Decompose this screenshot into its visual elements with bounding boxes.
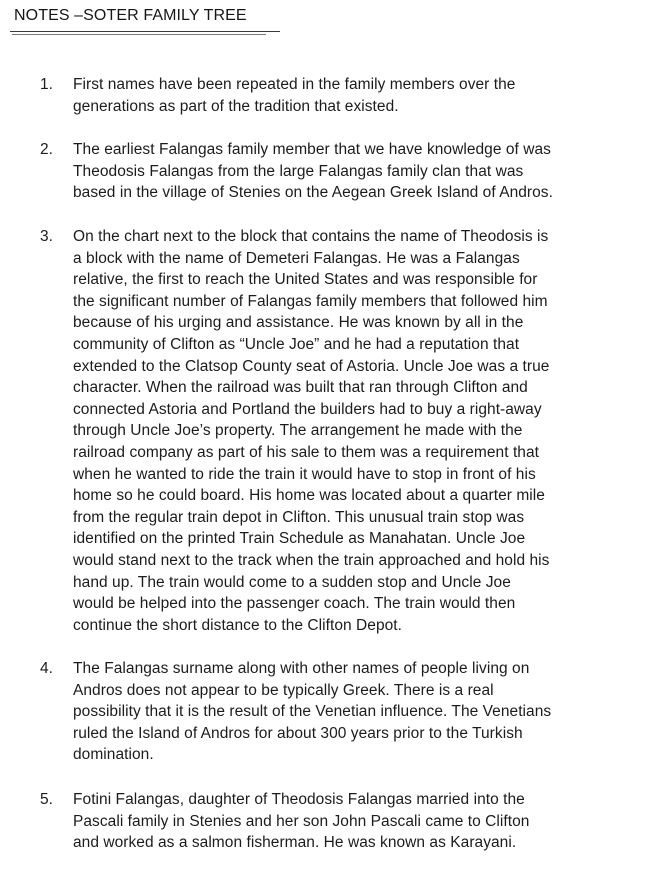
- note-line: a block with the name of Demeteri Falangas. He was a Falangas: [73, 249, 520, 267]
- note-number: 3.: [40, 228, 53, 245]
- note-line: character. When the railroad was built that ran through Clifton and: [73, 379, 528, 397]
- note-line: extended to the Clatsop County seat of Astoria. Uncle Joe was a true: [73, 357, 550, 375]
- note-paragraph: [73, 658, 633, 766]
- note-line: when he wanted to ride the train it would have to stop in front of his: [73, 465, 536, 483]
- note-line: First names have been repeated in the family members over the: [73, 76, 516, 93]
- note-line: would be helped into the passenger coach. The train would then: [73, 595, 516, 613]
- note-line: identified on the printed Train Schedule as Manahatan. Uncle Joe: [73, 530, 526, 548]
- note-paragraph: [73, 789, 633, 854]
- note-line: hand up. The train would come to a sudden stop and Uncle Joe: [73, 573, 511, 591]
- note-line: based in the village of Stenies on the Aegean Greek Island of Andros.: [73, 184, 553, 202]
- note-line: ruled the Island of Andros for about 300 years prior to the Turkish: [73, 724, 523, 742]
- note-line: continue the short distance to the Clifton Depot.: [73, 616, 403, 634]
- note-line: the significant number of Falangas family members that followed him: [73, 292, 548, 310]
- note-line: The Falangas surname along with other names of people living on: [73, 660, 530, 677]
- note-line: relative, the first to reach the United States and was responsible for: [73, 271, 538, 289]
- note-number: 2.: [40, 141, 53, 158]
- note-line: through Uncle Joe’s property. The arrangement he made with the: [73, 422, 523, 440]
- note-line: and worked as a salmon fisherman. He was known as Karayani.: [73, 834, 517, 852]
- note-line: would stand next to the track when the train approached and hold his: [73, 551, 550, 569]
- note-line: community of Clifton as “Uncle Joe” and he had a reputation that: [73, 335, 520, 353]
- note-line: from the regular train depot in Clifton. This unusual train stop was: [73, 508, 525, 526]
- note-line: home so he could board. His home was located about a quarter mile: [73, 487, 545, 505]
- note-line: railroad company as part of his sale to them was a requirement that: [73, 443, 539, 461]
- note-line: Theodosis Falangas from the large Falangas family clan that was: [73, 162, 524, 180]
- note-paragraph: [73, 139, 633, 204]
- title-underline-second: [12, 34, 266, 35]
- note-paragraph: [73, 74, 633, 117]
- note-number: 1.: [40, 76, 53, 93]
- note-line: Fotini Falangas, daughter of Theodosis Falangas married into the: [73, 791, 525, 808]
- note-line: possibility that it is the result of the Venetian influence. The Venetians: [73, 703, 552, 721]
- title-underline: [10, 31, 280, 32]
- note-line: On the chart next to the block that contains the name of Theodosis is: [73, 228, 549, 245]
- note-line: connected Astoria and Portland the builders had to buy a right-away: [73, 400, 542, 418]
- note-line: because of his urging and assistance. He was known by all in the: [73, 314, 524, 332]
- note-line: generations as part of the tradition that existed.: [73, 97, 399, 115]
- note-number: 5.: [40, 791, 53, 808]
- note-line: The earliest Falangas family member that we have knowledge of was: [73, 141, 551, 158]
- note-paragraph: [73, 226, 633, 636]
- note-number: 4.: [40, 660, 53, 677]
- note-line: Andros does not appear to be typically Greek. There is a real: [73, 681, 494, 699]
- document-title: NOTES –SOTER FAMILY TREE: [14, 7, 247, 24]
- note-line: domination.: [73, 746, 154, 764]
- note-line: Pascali family in Stenies and her son John Pascali came to Clifton: [73, 812, 530, 830]
